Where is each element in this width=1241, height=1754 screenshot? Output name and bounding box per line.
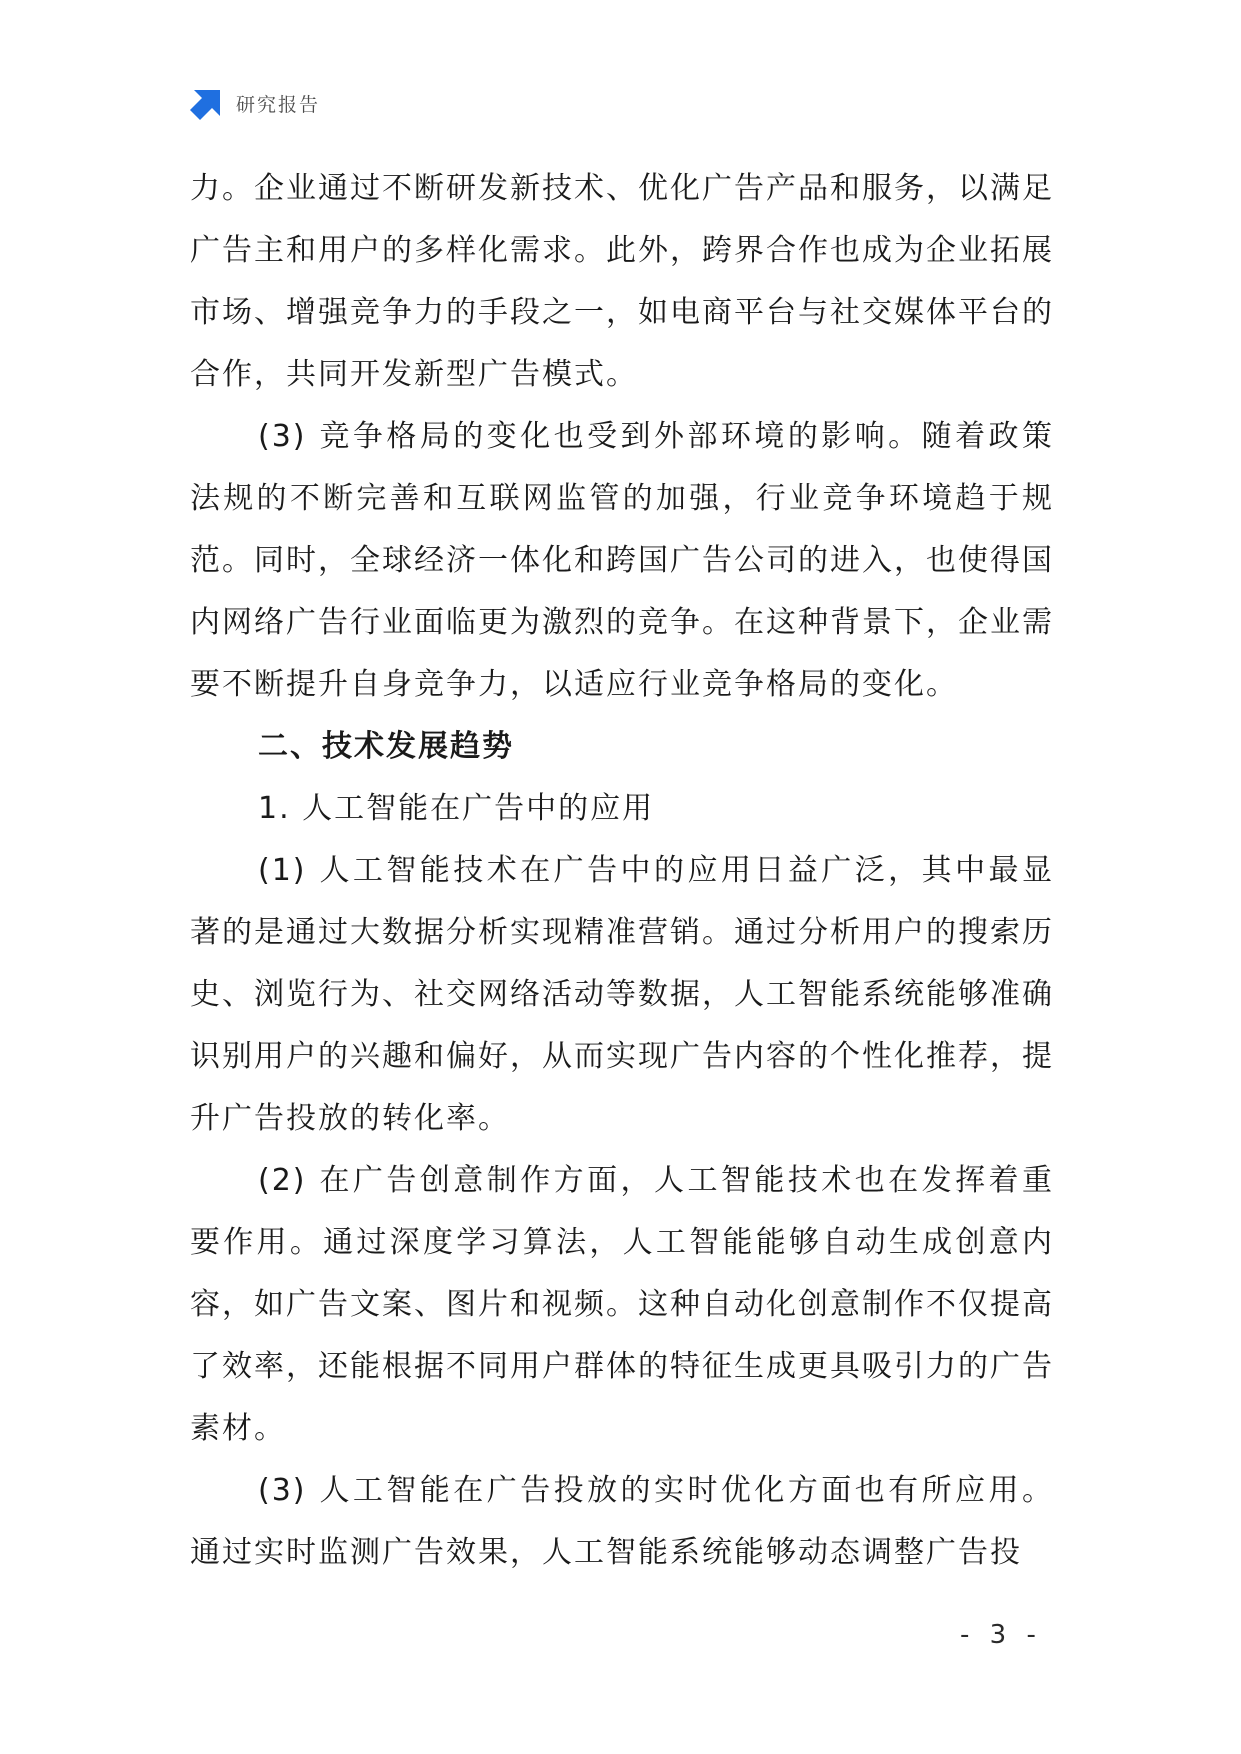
paragraph-continuation: 力。企业通过不断研发新技术、优化广告产品和服务，以满足广告主和用户的多样化需求。此外，跨界合作也成为企业拓展市场、增强竞争力的手段之一，如电商平台与社交媒体平台的合作，共同开发新型广告模式。 — [190, 171, 1054, 392]
paragraph-ai-1: (1) 人工智能技术在广告中的应用日益广泛，其中最显著的是通过大数据分析实现精准营销。通过分析用户的搜索历史、浏览行为、社交网络活动等数据，人工智能系统能够准确识别用户的兴趣和偏好，从而实现广告内容的个性化推荐，提升广告投放的转化率。 — [190, 853, 1054, 1136]
paragraph-ai-2: (2) 在广告创意制作方面，人工智能技术也在发挥着重要作用。通过深度学习算法，人工智能能够自动生成创意内容，如广告文案、图片和视频。这种自动化创意制作不仅提高了效率，还能根据不同用户群体的特征生成更具吸引力的广告素材。 — [190, 1163, 1054, 1446]
page-number: - 3 - — [960, 1620, 1042, 1650]
subsection-heading-ai: 1. 人工智能在广告中的应用 — [258, 791, 655, 826]
paragraph-competition-3: (3) 竞争格局的变化也受到外部环境的影响。随着政策法规的不断完善和互联网监管的加强，行业竞争环境趋于规范。同时，全球经济一体化和跨国广告公司的进入，也使得国内网络广告行业面临更为激烈的竞争。在这种背景下，企业需要不断提升自身竞争力，以适应行业竞争格局的变化。 — [190, 419, 1054, 702]
arrow-up-right-icon — [190, 86, 224, 120]
page-header — [190, 86, 320, 120]
header-title: 研究报告 — [236, 93, 321, 116]
section-heading-tech-trends: 二、技术发展趋势 — [258, 729, 514, 764]
report-body — [190, 158, 1054, 1584]
paragraph-ai-3: (3) 人工智能在广告投放的实时优化方面也有所应用。通过实时监测广告效果，人工智能系统能够动态调整广告投 — [190, 1473, 1054, 1570]
